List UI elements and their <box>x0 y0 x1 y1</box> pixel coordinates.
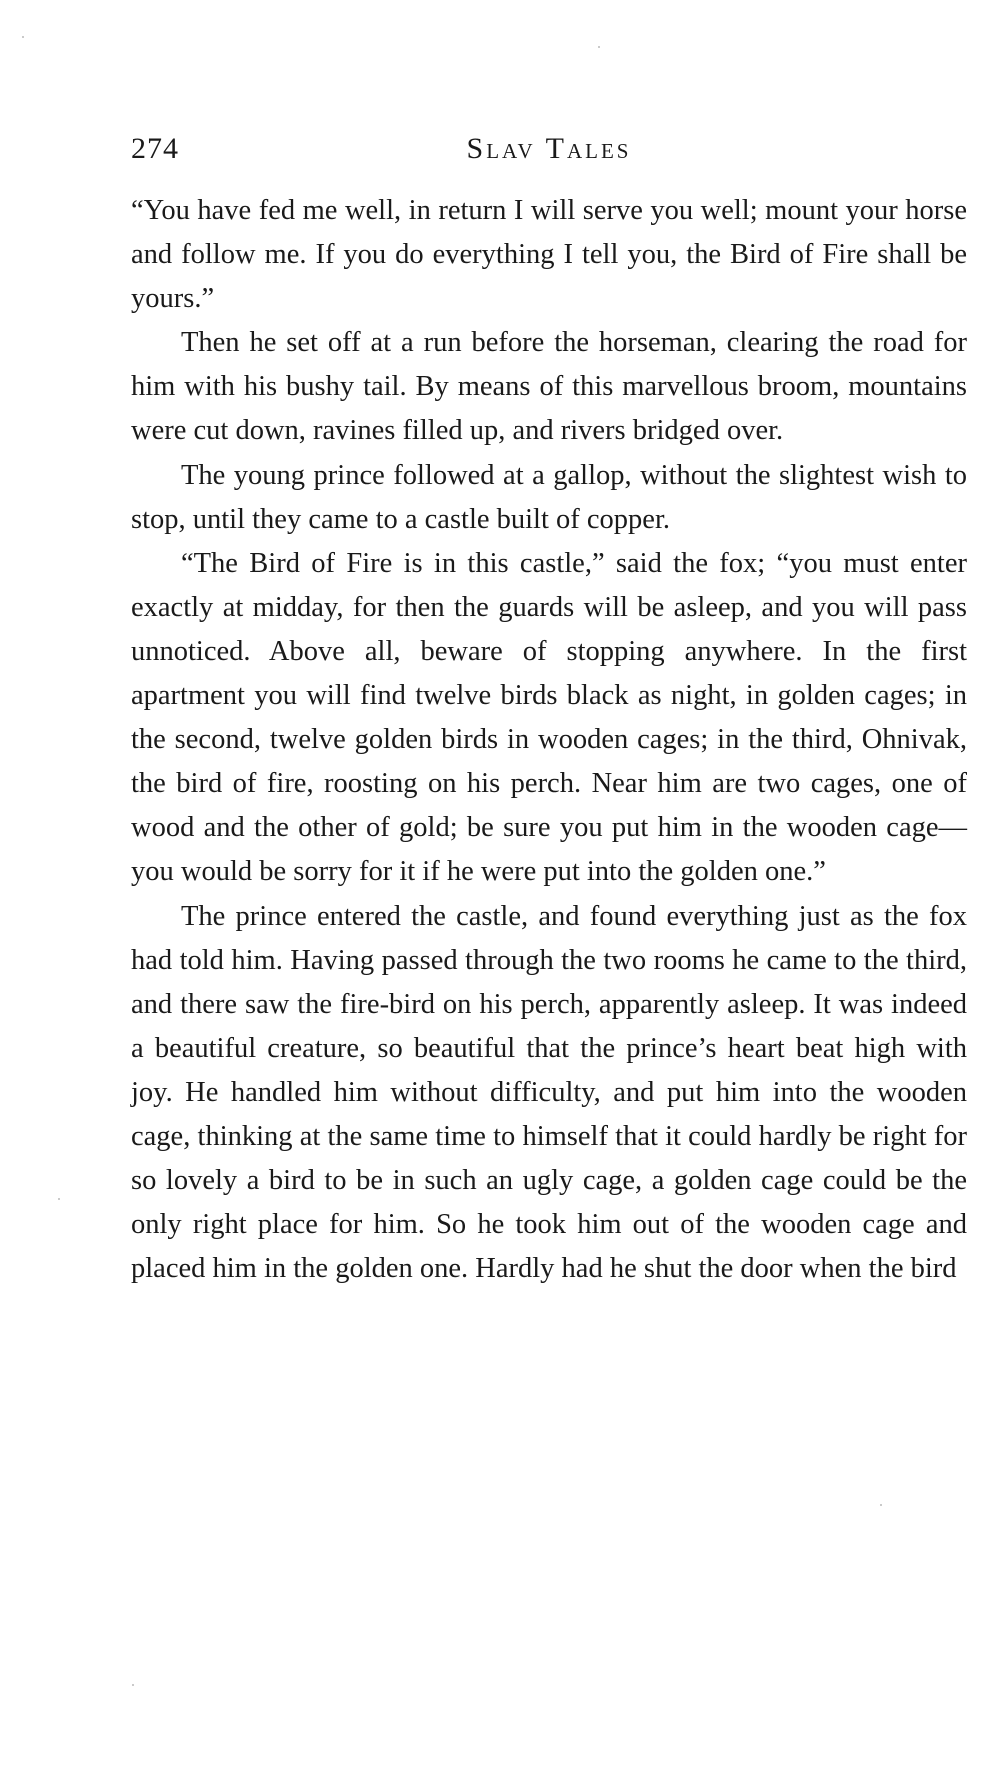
body-text <box>131 189 967 1291</box>
paragraph-2: Then he set off at a run before the horseman, clearing the road for him with his bushy tail. By means of this marvellous broom, mountains were cut down, ravines filled up, and rivers bridged over. <box>131 327 967 447</box>
page-number: 274 <box>131 132 179 165</box>
paper-speck <box>132 1684 134 1686</box>
running-title: Slav Tales <box>466 132 632 165</box>
paragraph-4: “The Bird of Fire is in this castle,” said the fox; “you must enter exactly at midday, for then the guards will be asleep, and you will pass unnoticed. Above all, beware of stopping anywhere. In the first apartment you will find twelve birds black as night, in golden cages; in the second, twelve golden birds in wooden cages; in the third, Ohnivak, the bird of fire, roosting on his perch. Near him are two cages, one of wood and the other of gold; be sure you put him in the wooden cage—you would be sorry for it if he were put into the golden one.” <box>131 547 967 888</box>
paper-speck <box>880 1504 882 1506</box>
paragraph-1: “You have fed me well, in return I will serve you well; mount your horse and follow me. If you do everything I tell you, the Bird of Fire shall be yours.” <box>131 195 967 315</box>
paper-speck <box>58 1198 60 1200</box>
paper-speck <box>22 36 24 38</box>
paragraph-3: The young prince followed at a gallop, without the slightest wish to stop, until they came to a castle built of copper. <box>131 459 967 535</box>
paper-speck <box>598 46 600 48</box>
paragraph-5: The prince entered the castle, and found everything just as the fox had told him. Having passed through the two rooms he came to the third, and there saw the fire-bird on his perch, apparently asleep. It was indeed a beautiful creature, so beautiful that the prince’s heart beat high with joy. He handled him without difficulty, and put him into the wooden cage, thinking at the same time to himself that it could hardly be right for so lovely a bird to be in such an ugly cage, a golden cage could be the only right place for him. So he took him out of the wooden cage and placed him in the golden one. Hardly had he shut the door when the bird <box>131 900 967 1285</box>
page-header <box>131 132 967 172</box>
